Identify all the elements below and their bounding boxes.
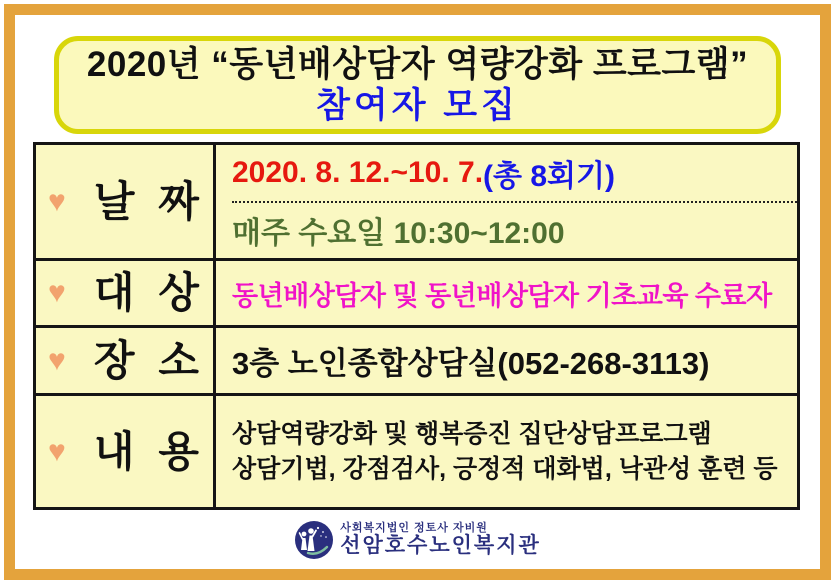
table-row-target: [36, 261, 797, 328]
heart-icon: ♥: [48, 434, 66, 468]
heart-icon: ♥: [48, 343, 66, 377]
date-sessions: (총 8회기): [483, 159, 615, 193]
place-text: 3층 노인종합상담실(052-268-3113): [232, 346, 710, 381]
table-row-place: [36, 328, 797, 396]
content-line-2: 상담기법, 강점검사, 긍정적 대화법, 낙관성 훈련 등: [232, 454, 778, 483]
table-row-content: [36, 396, 797, 507]
content-label-cell: [36, 396, 216, 507]
content-line-1: 상담역량강화 및 행복증진 집단상담프로그램: [232, 419, 712, 448]
org-foundation-name: 사회복지법인 정토사 자비원: [340, 521, 488, 534]
date-label: 날 짜: [93, 177, 199, 225]
date-weekly-line: [232, 203, 797, 259]
info-table: [33, 142, 800, 510]
poster-subtitle: 참여자 모집: [316, 85, 519, 125]
place-label-cell: [36, 328, 216, 393]
org-name: 선암호수노인복지관: [340, 534, 541, 558]
footer-logo: [0, 514, 835, 566]
org-text-block: [340, 523, 541, 558]
title-box: [54, 36, 781, 134]
content-label: 내 용: [93, 427, 199, 475]
heart-icon: ♥: [48, 184, 66, 218]
target-content-cell: [216, 261, 797, 325]
org-emblem-icon: [294, 520, 334, 560]
poster-title: 2020년 “동년배상담자 역량강화 프로그램”: [86, 44, 749, 84]
content-content-cell: [216, 396, 797, 507]
target-text: 동년배상담자 및 동년배상담자 기초교육 수료자: [232, 280, 772, 311]
date-label-cell: [36, 145, 216, 258]
date-period: 2020. 8. 12.~10. 7.: [232, 155, 484, 189]
date-period-line: [232, 145, 797, 203]
table-row-date: [36, 145, 797, 261]
date-content-cell: [216, 145, 797, 258]
date-weekly: 매주 수요일 10:30~12:00: [232, 217, 565, 251]
target-label: 대 상: [93, 269, 199, 316]
heart-icon: ♥: [48, 276, 66, 309]
place-content-cell: [216, 328, 797, 393]
place-label: 장 소: [93, 336, 199, 384]
target-label-cell: [36, 261, 216, 325]
